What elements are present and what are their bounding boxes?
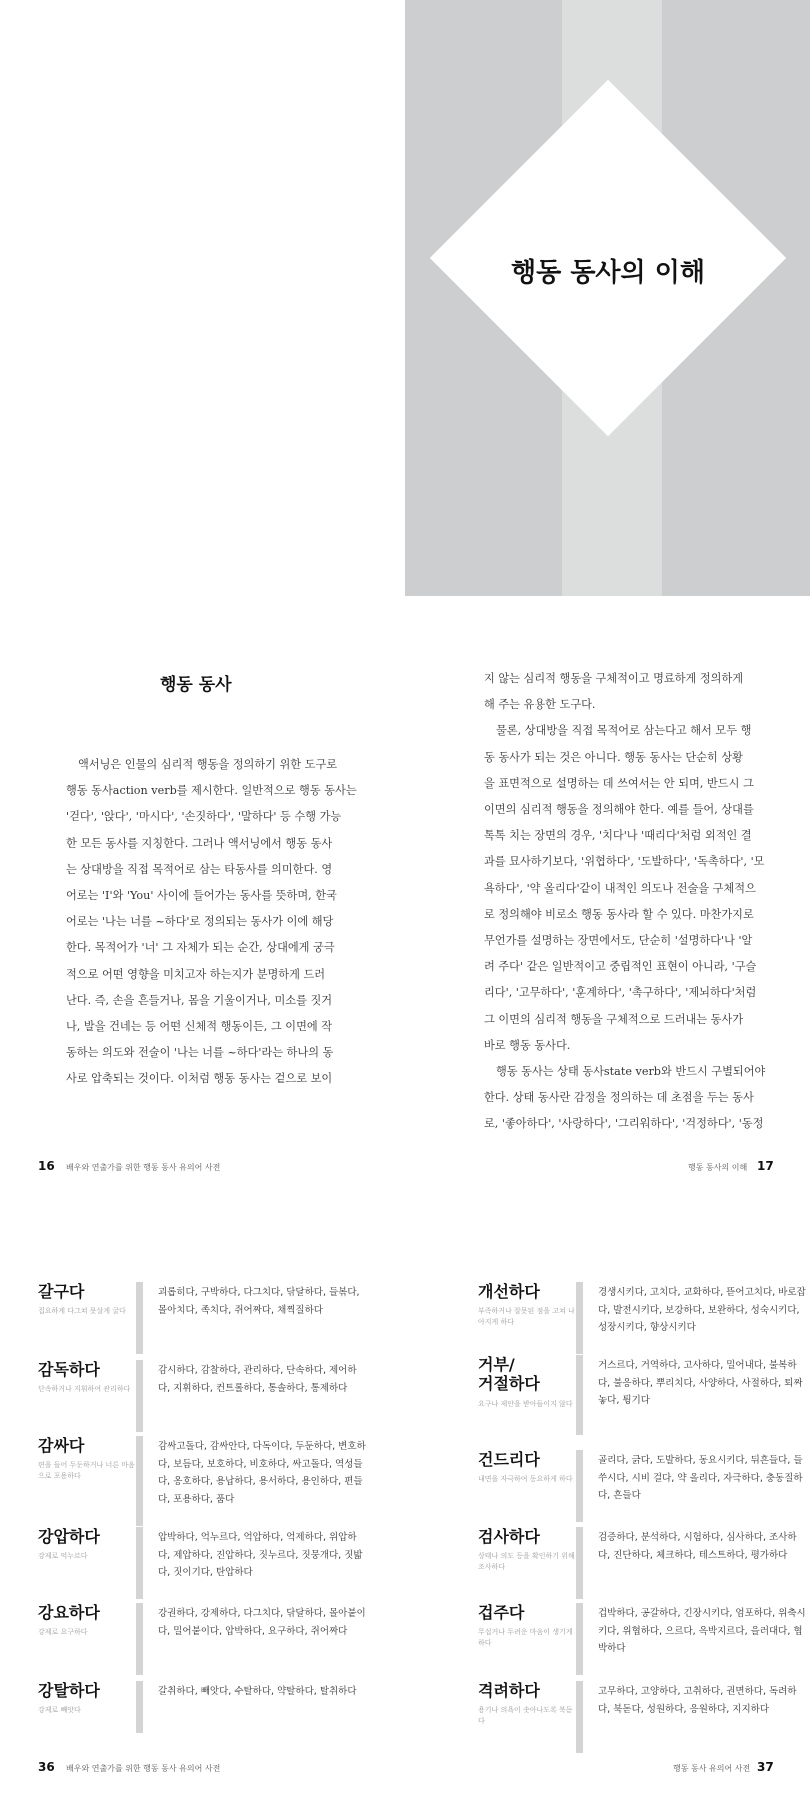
entry-definition: 내면을 자극하여 동요하게 하다 <box>478 1475 573 1483</box>
entry-definition: 편을 들어 두둔하거나 너른 마음으로 포용하다 <box>38 1461 135 1480</box>
text-line: 는 상대방을 직접 목적어로 삼는 타동사를 의미한다. 영 <box>66 862 333 876</box>
text-line: '걷다', '앉다', '마시다', '손짓하다', '말하다' 등 수행 가능 <box>66 810 342 824</box>
page-number-right: 37 <box>757 1760 774 1774</box>
entry-headword: 강탈하다 <box>38 1681 100 1700</box>
text-line: 무언가를 설명하는 장면에서도, 단순히 '설명하다'나 '알 <box>484 934 753 948</box>
entry-synonyms: 압박하다, 억누르다, 억압하다, 억제하다, 위압하다, 제압하다, 진압하다, 짓누르다, 짓뭉개다, 짓밟다, 짓이기다, 탄압하다 <box>158 1532 363 1578</box>
running-header-left: 배우와 연출가를 위한 행동 동사 유의어 사전 <box>66 1764 221 1773</box>
text-line: 해 주는 유용한 도구다. <box>484 698 596 712</box>
entry-definition: 용기나 의욕이 솟아나도록 북돋다 <box>478 1706 573 1725</box>
entry-definition: 단속하거나 지휘하여 관리하다 <box>38 1385 131 1393</box>
entry-definition: 집요하게 다그쳐 못살게 굴다 <box>38 1307 126 1315</box>
entry-headword: 개선하다 <box>478 1282 540 1301</box>
text-line: 행동 동사는 상태 동사state verb와 반드시 구별되어야 <box>496 1065 766 1079</box>
entry-headword: 감싸다 <box>38 1436 85 1455</box>
entry-headword: 겁주다 <box>478 1603 525 1622</box>
entry-divider-bar <box>576 1282 583 1354</box>
entry-divider-bar <box>136 1436 143 1526</box>
entry-synonyms: 감싸고돌다, 감싸안다, 다독이다, 두둔하다, 변호하다, 보듬다, 보호하다, 비호하다, 싸고돌다, 역성들다, 옹호하다, 용납하다, 용서하다, 용인하다, 편들다, 포용하다, 품다 <box>158 1441 366 1505</box>
page-number-left: 36 <box>38 1760 55 1774</box>
entry-divider-bar <box>576 1355 583 1435</box>
text-line: 톡톡 치는 장면의 경우, '치다'나 '때리다'처럼 외적인 결 <box>484 829 752 843</box>
entry-synonyms: 거스르다, 거역하다, 고사하다, 밀어내다, 불복하다, 불응하다, 뿌리치다, 사양하다, 사절하다, 퇴짜 놓다, 튕기다 <box>598 1360 803 1406</box>
section-heading: 행동 동사 <box>160 675 232 695</box>
text-line: 려 주다' 같은 일반적이고 중립적인 표현이 아니라, '구슬 <box>484 960 757 974</box>
entry-divider-bar <box>576 1681 583 1753</box>
entry-divider-bar <box>576 1603 583 1675</box>
text-line: 액서닝은 인물의 심리적 행동을 정의하기 위한 도구로 <box>78 758 338 771</box>
entry-divider-bar <box>136 1527 143 1599</box>
left-column-text <box>66 752 357 1093</box>
text-line: 나, 발을 건네는 등 어떤 신체적 행동이든, 그 이면에 작 <box>66 1020 333 1034</box>
entry-synonyms: 경생시키다, 고치다, 교화하다, 뜯어고치다, 바로잡다, 발전시키다, 보강하다, 보완하다, 성숙시키다, 성장시키다, 향상시키다 <box>598 1287 806 1333</box>
text-line: 바로 행동 동사다. <box>484 1038 571 1052</box>
entry-headword: 격려하다 <box>478 1681 540 1700</box>
chapter-title: 행동 동사의 이해 <box>511 258 705 288</box>
entry-synonyms: 겁박하다, 공갈하다, 긴장시키다, 엄포하다, 위축시키다, 위협하다, 으르다, 윽박지르다, 을러대다, 협박하다 <box>598 1608 806 1654</box>
text-line: 행동 동사action verb를 제시한다. 일반적으로 행동 동사는 <box>66 784 357 798</box>
entry-synonyms: 고무하다, 고양하다, 고취하다, 권면하다, 독려하다, 북돋다, 성원하다, 응원하다, 지지하다 <box>598 1686 797 1715</box>
entry-definition: 강제로 요구하다 <box>38 1628 88 1636</box>
entry-synonyms: 강권하다, 강제하다, 다그치다, 닦달하다, 몰아붙이다, 밀어붙이다, 압박하다, 요구하다, 쥐어짜다 <box>158 1608 366 1637</box>
entry-synonyms: 괴롭히다, 구박하다, 다그치다, 닦달하다, 들볶다, 몰아치다, 족치다, 쥐어짜다, 채찍질하다 <box>158 1287 360 1316</box>
text-line: 욕하다', '약 올리다'같이 내적인 의도나 전술을 구체적으 <box>484 881 756 895</box>
entry-definition: 부족하거나 잘못된 점을 고쳐 나아지게 하다 <box>478 1307 575 1326</box>
text-line: 그 이면의 심리적 행동을 구체적으로 드러내는 동사가 <box>484 1012 744 1026</box>
text-line: 한 모든 동사를 지칭한다. 그러나 액서닝에서 행동 동사 <box>66 836 333 850</box>
entry-headword: 감독하다 <box>38 1360 100 1379</box>
page-number-left: 16 <box>38 1159 55 1173</box>
entry-synonyms: 감시하다, 감찰하다, 관리하다, 단속하다, 제어하다, 지휘하다, 컨트롤하다, 통솔하다, 통제하다 <box>158 1365 357 1394</box>
text-line: 사로 압축되는 것이다. 이처럼 행동 동사는 겉으로 보이 <box>66 1072 333 1086</box>
entry-synonyms: 검증하다, 분석하다, 시험하다, 심사하다, 조사하다, 진단하다, 체크하다, 테스트하다, 평가하다 <box>598 1532 797 1561</box>
entry-definition: 상태나 의도 등을 확인하기 위해 조사하다 <box>478 1552 575 1571</box>
text-line: 어로는 'I'와 'You' 사이에 들어가는 동사를 뜻하며, 한국 <box>66 889 337 903</box>
entry-headword: 갈구다 <box>38 1282 85 1301</box>
text-line: 과를 묘사하기보다, '위협하다', '도발하다', '독촉하다', '모 <box>484 855 765 869</box>
right-column-text <box>484 666 766 1138</box>
entry-definition: 무섭거나 두려운 마음이 생기게 하다 <box>478 1628 573 1647</box>
running-header-right: 행동 동사 유의어 사전 <box>673 1764 751 1773</box>
entry-definition: 요구나 제안을 받아들이지 않다 <box>478 1400 573 1408</box>
entry-divider-bar <box>576 1450 583 1522</box>
entry-headword: 거부/ 거절하다 <box>478 1355 540 1393</box>
entry-definition: 강제로 빼앗다 <box>38 1706 81 1714</box>
text-line: 물론, 상대방을 직접 목적어로 삼는다고 해서 모두 행 <box>496 724 752 738</box>
page-number-right: 17 <box>757 1159 774 1173</box>
text-line: 난다. 즉, 손을 흔들거나, 몸을 기울이거나, 미소를 짓거 <box>66 993 333 1007</box>
text-line: 적으로 어떤 영향을 미치고자 하는지가 분명하게 드러 <box>66 967 326 981</box>
text-line: 을 표면적으로 설명하는 데 쓰여서는 안 되며, 반드시 그 <box>484 776 754 790</box>
text-line: 동 동사가 되는 것은 아니다. 행동 동사는 단순히 상황 <box>484 750 743 764</box>
text-line: 동하는 의도와 전술이 '나는 너를 ~하다'라는 하나의 동 <box>66 1046 334 1060</box>
entry-divider-bar <box>576 1527 583 1599</box>
text-line: 리다', '고무하다', '훈계하다', '촉구하다', '제뇌하다'처럼 <box>484 986 757 1000</box>
entry-definition: 강제로 억누르다 <box>38 1552 88 1560</box>
entry-headword: 검사하다 <box>478 1527 540 1546</box>
running-header-right: 행동 동사의 이해 <box>688 1163 748 1172</box>
entry-synonyms: 골리다, 긁다, 도발하다, 동요시키다, 뒤흔들다, 들쑤시다, 시비 걸다, 약 올리다, 자극하다, 충동질하다, 흔들다 <box>598 1455 803 1501</box>
text-line: 로, '좋아하다', '사랑하다', '그리워하다', '걱정하다', '동정 <box>484 1117 764 1131</box>
text-line: 한다. 목적어가 '너' 그 자체가 되는 순간, 상대에게 궁극 <box>66 941 335 955</box>
entry-divider-bar <box>136 1360 143 1432</box>
text-line: 어로는 '나는 너를 ~하다'로 정의되는 동사가 이에 해당 <box>66 915 334 929</box>
text-line: 지 않는 심리적 행동을 구체적이고 명료하게 정의하게 <box>484 672 744 685</box>
entry-divider-bar <box>136 1282 143 1354</box>
entry-headword: 강압하다 <box>38 1527 100 1546</box>
entry-divider-bar <box>136 1603 143 1675</box>
running-header-left: 배우와 연출가를 위한 행동 동사 유의어 사전 <box>66 1163 221 1172</box>
chapter-cover <box>0 0 810 596</box>
text-line: 이면의 심리적 행동을 정의해야 한다. 예를 들어, 상대를 <box>484 803 754 817</box>
entry-synonyms: 갈취하다, 빼앗다, 수탈하다, 약탈하다, 탈취하다 <box>158 1686 357 1697</box>
entry-divider-bar <box>136 1681 143 1733</box>
text-line: 로 정의해야 비로소 행동 동사라 할 수 있다. 마찬가지로 <box>484 907 754 921</box>
text-line: 한다. 상태 동사란 감정을 정의하는 데 초점을 두는 동사 <box>484 1091 754 1105</box>
entry-headword: 건드리다 <box>478 1450 540 1469</box>
entry-headword: 강요하다 <box>38 1603 100 1622</box>
